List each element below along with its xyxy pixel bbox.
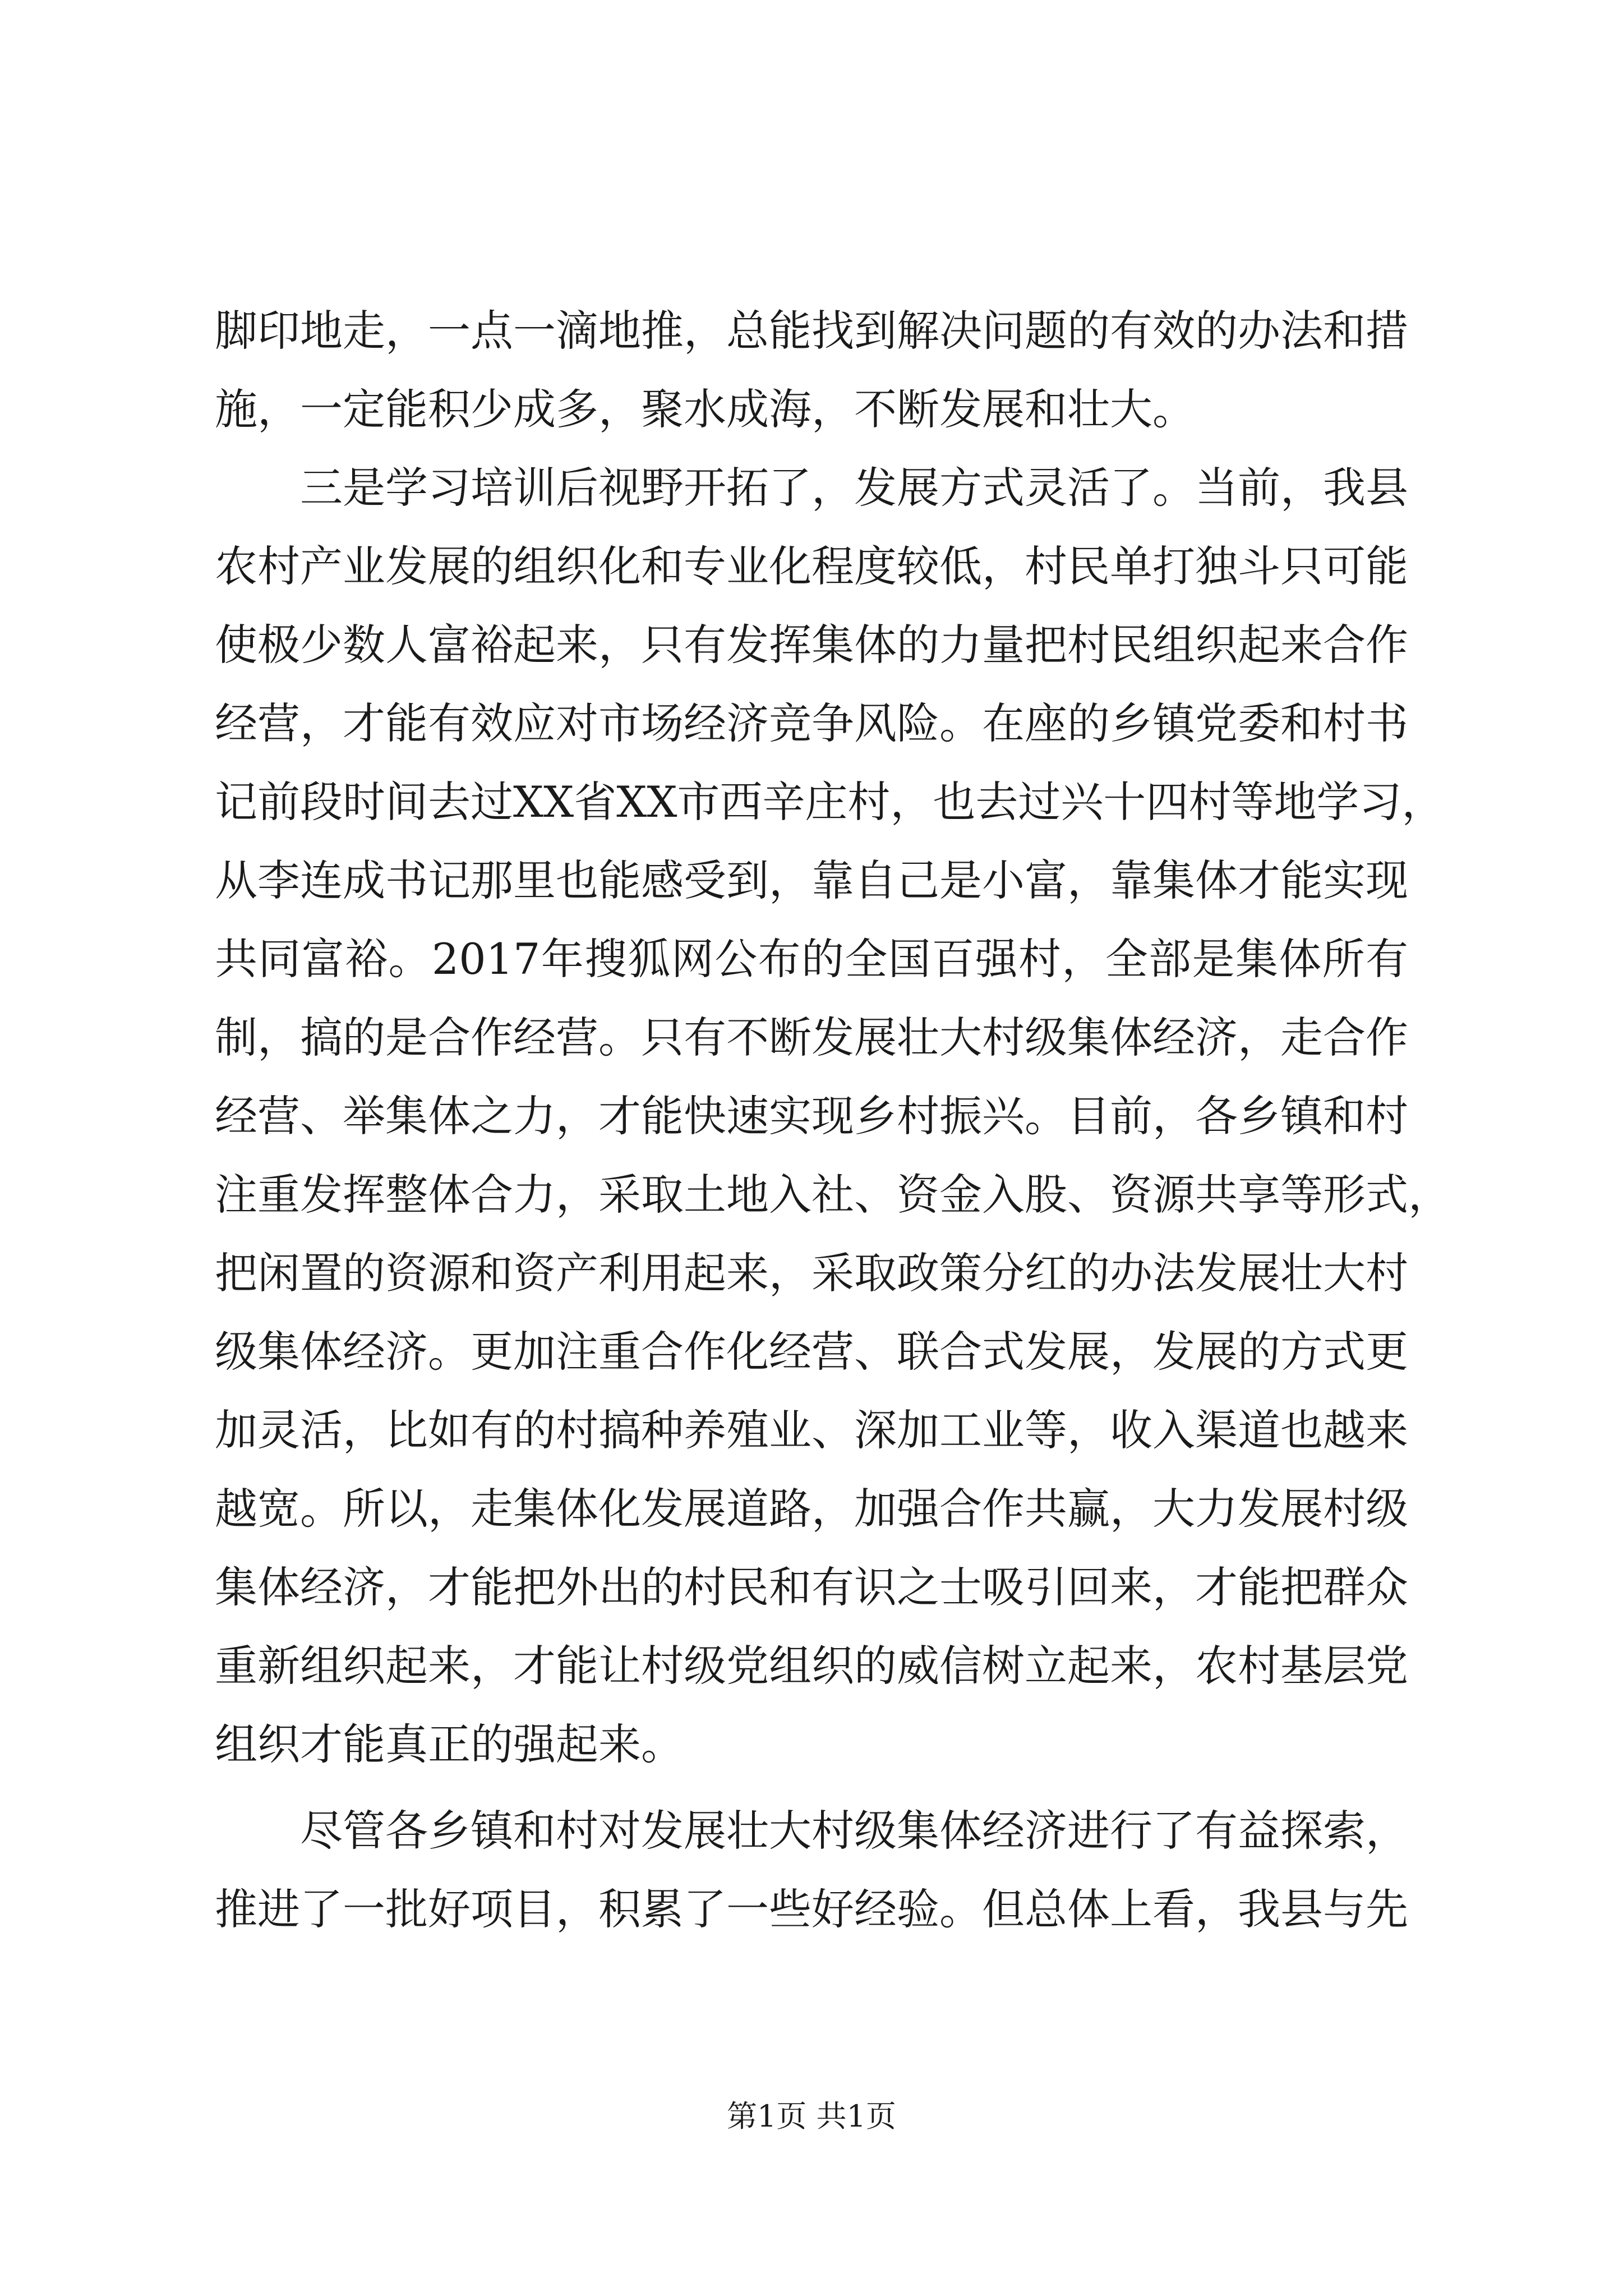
- text-line: 级集体经济。更加注重合作化经营、联合式发展，发展的方式更: [215, 1327, 1408, 1377]
- body-text: [215, 292, 1451, 1949]
- text-line: 脚印地走，一点一滴地推，总能找到解决问题的有效的办法和措: [215, 306, 1408, 356]
- text-line: 农村产业发展的组织化和专业化程度较低，村民单打独斗只可能: [215, 541, 1408, 591]
- text-line: 从李连成书记那里也能感受到，靠自己是小富，靠集体才能实现: [215, 855, 1408, 905]
- text-line: 越宽。所以，走集体化发展道路，加强合作共赢，大力发展村级: [215, 1484, 1408, 1534]
- text-line: 制，搞的是合作经营。只有不断发展壮大村级集体经济，走合作: [215, 1013, 1408, 1062]
- text-line: 组织才能真正的强起来。: [215, 1719, 684, 1769]
- text-line: 经营，才能有效应对市场经济竞争风险。在座的乡镇党委和村书: [215, 698, 1408, 748]
- text-line: 加灵活，比如有的村搞种养殖业、深加工业等，收入渠道也越来: [215, 1405, 1408, 1455]
- text-line: 共同富裕。2017年搜狐网公布的全国百强村，全部是集体所有: [215, 934, 1408, 984]
- text-line: 记前段时间去过XX省XX市西辛庄村，也去过兴十四村等地学习，: [215, 777, 1445, 827]
- text-line: 重新组织起来，才能让村级党组织的威信树立起来，农村基层党: [215, 1641, 1408, 1691]
- text-line: 经营、举集体之力，才能快速实现乡村振兴。目前，各乡镇和村: [215, 1091, 1408, 1141]
- paragraph-start-line: 尽管各乡镇和村对发展壮大村级集体经济进行了有益探索，: [300, 1806, 1408, 1856]
- text-line: 推进了一批好项目，积累了一些好经验。但总体上看，我县与先: [215, 1884, 1408, 1934]
- text-line: 把闲置的资源和资产利用起来，采取政策分红的办法发展壮大村: [215, 1248, 1408, 1298]
- paragraph-start-line: 三是学习培训后视野开拓了，发展方式灵活了。当前，我县: [300, 463, 1408, 513]
- page-number-footer: 第1页 共1页: [727, 2099, 896, 2134]
- text-line: 施，一定能积少成多，聚水成海，不断发展和壮大。: [215, 384, 1195, 434]
- text-line: 使极少数人富裕起来，只有发挥集体的力量把村民组织起来合作: [215, 620, 1408, 670]
- text-line: 注重发挥整体合力，采取土地入社、资金入股、资源共享等形式，: [215, 1170, 1451, 1220]
- text-line: 集体经济，才能把外出的村民和有识之士吸引回来，才能把群众: [215, 1562, 1408, 1612]
- paragraph-gap: [215, 1784, 1408, 1792]
